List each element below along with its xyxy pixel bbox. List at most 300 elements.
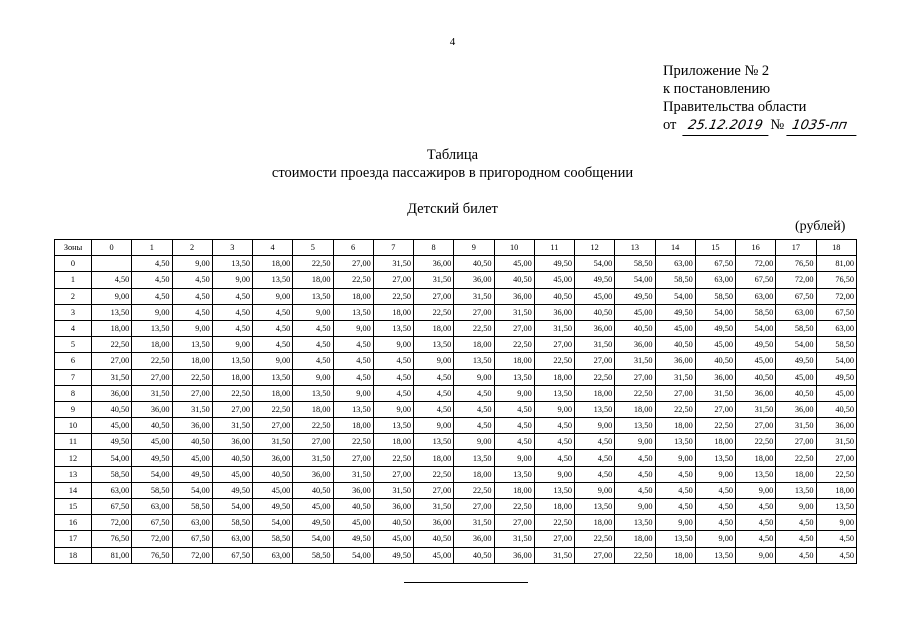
fare-cell: 9,00 bbox=[212, 337, 252, 353]
fare-cell: 49,50 bbox=[534, 256, 574, 272]
fare-cell: 31,50 bbox=[816, 434, 857, 450]
fare-cell: 4,50 bbox=[655, 499, 695, 515]
from-label: от bbox=[663, 117, 677, 133]
fare-cell: 40,50 bbox=[253, 466, 293, 482]
fare-cell: 9,00 bbox=[655, 450, 695, 466]
fare-cell: 18,00 bbox=[414, 320, 454, 336]
fare-cell: 40,50 bbox=[816, 401, 857, 417]
fare-cell: 45,00 bbox=[212, 466, 252, 482]
fare-cell: 36,00 bbox=[655, 353, 695, 369]
zone-cell: 14 bbox=[55, 482, 92, 498]
fare-cell: 9,00 bbox=[736, 547, 776, 563]
fare-cell: 67,50 bbox=[172, 531, 212, 547]
fare-cell: 22,50 bbox=[373, 288, 413, 304]
fare-cell: 13,50 bbox=[534, 385, 574, 401]
fare-cell: 36,00 bbox=[414, 256, 454, 272]
fare-cell: 9,00 bbox=[534, 401, 574, 417]
fare-cell: 63,00 bbox=[776, 304, 816, 320]
zone-cell: 2 bbox=[55, 288, 92, 304]
fare-cell: 45,00 bbox=[776, 369, 816, 385]
fare-cell: 49,50 bbox=[373, 547, 413, 563]
fare-cell: 4,50 bbox=[414, 385, 454, 401]
fare-cell: 27,00 bbox=[414, 288, 454, 304]
appendix-decree: к постановлению bbox=[663, 81, 771, 97]
fare-cell: 18,00 bbox=[333, 418, 373, 434]
fare-cell: 18,00 bbox=[695, 434, 735, 450]
fare-cell: 9,00 bbox=[695, 466, 735, 482]
fare-cell: 22,50 bbox=[172, 369, 212, 385]
fare-cell: 58,50 bbox=[172, 499, 212, 515]
fare-cell: 49,50 bbox=[816, 369, 857, 385]
fare-cell: 4,50 bbox=[615, 482, 655, 498]
fare-cell: 72,00 bbox=[132, 531, 172, 547]
fare-cell: 4,50 bbox=[92, 272, 132, 288]
fare-cell: 4,50 bbox=[776, 515, 816, 531]
fare-cell: 27,00 bbox=[615, 369, 655, 385]
fare-cell: 63,00 bbox=[132, 499, 172, 515]
table-row bbox=[55, 320, 857, 336]
fare-cell: 18,00 bbox=[373, 304, 413, 320]
column-header: 6 bbox=[333, 240, 373, 256]
fare-cell: 58,50 bbox=[816, 337, 857, 353]
fare-cell: 13,50 bbox=[293, 385, 333, 401]
zone-cell: 4 bbox=[55, 320, 92, 336]
fare-cell: 58,50 bbox=[293, 547, 333, 563]
zone-cell: 16 bbox=[55, 515, 92, 531]
fare-cell: 36,00 bbox=[615, 337, 655, 353]
zone-cell: 3 bbox=[55, 304, 92, 320]
fare-cell: 18,00 bbox=[454, 466, 494, 482]
fare-cell: 58,50 bbox=[253, 531, 293, 547]
table-row bbox=[55, 369, 857, 385]
fare-cell: 4,50 bbox=[695, 515, 735, 531]
fare-cell: 36,00 bbox=[454, 531, 494, 547]
fare-cell: 22,50 bbox=[333, 434, 373, 450]
fare-cell: 31,50 bbox=[414, 499, 454, 515]
fare-cell: 40,50 bbox=[776, 385, 816, 401]
fare-cell: 27,00 bbox=[373, 272, 413, 288]
fare-cell: 4,50 bbox=[212, 320, 252, 336]
fare-cell: 31,50 bbox=[494, 304, 534, 320]
appendix-authority: Правительства области bbox=[663, 99, 807, 115]
fare-cell: 31,50 bbox=[293, 450, 333, 466]
fare-cell: 67,50 bbox=[92, 499, 132, 515]
table-description: стоимости проезда пассажиров в пригородном сообщении bbox=[271, 165, 634, 181]
fare-cell: 40,50 bbox=[172, 434, 212, 450]
fare-cell: 45,00 bbox=[736, 353, 776, 369]
fare-cell: 13,50 bbox=[414, 434, 454, 450]
fare-cell: 67,50 bbox=[132, 515, 172, 531]
fare-cell: 36,00 bbox=[333, 482, 373, 498]
fare-cell: 9,00 bbox=[454, 434, 494, 450]
fare-cell: 9,00 bbox=[253, 353, 293, 369]
fare-cell: 9,00 bbox=[293, 369, 333, 385]
table-row bbox=[55, 482, 857, 498]
fare-cell: 18,00 bbox=[655, 418, 695, 434]
fare-cell: 22,50 bbox=[293, 418, 333, 434]
fare-cell: 4,50 bbox=[212, 288, 252, 304]
fare-cell: 4,50 bbox=[575, 434, 615, 450]
fare-cell: 49,50 bbox=[293, 515, 333, 531]
fare-cell: 49,50 bbox=[92, 434, 132, 450]
column-header: 15 bbox=[695, 240, 735, 256]
fare-cell: 9,00 bbox=[172, 256, 212, 272]
fare-cell: 4,50 bbox=[172, 272, 212, 288]
fare-cell: 22,50 bbox=[414, 304, 454, 320]
fare-cell: 9,00 bbox=[172, 320, 212, 336]
zone-cell: 17 bbox=[55, 531, 92, 547]
fare-cell: 36,00 bbox=[534, 304, 574, 320]
fare-cell: 9,00 bbox=[373, 337, 413, 353]
table-row bbox=[55, 337, 857, 353]
fare-cell: 18,00 bbox=[293, 272, 333, 288]
fare-cell: 36,00 bbox=[454, 272, 494, 288]
page-number: 4 bbox=[449, 36, 456, 48]
table-title: Таблица bbox=[426, 147, 479, 163]
fare-cell: 63,00 bbox=[253, 547, 293, 563]
fare-cell: 45,00 bbox=[414, 547, 454, 563]
fare-cell: 31,50 bbox=[333, 466, 373, 482]
fare-cell: 54,00 bbox=[253, 515, 293, 531]
fare-cell: 27,00 bbox=[293, 434, 333, 450]
fare-cell: 13,50 bbox=[454, 450, 494, 466]
fare-cell: 54,00 bbox=[816, 353, 857, 369]
fare-cell: 40,50 bbox=[575, 304, 615, 320]
fare-cell: 13,50 bbox=[132, 320, 172, 336]
fare-cell: 4,50 bbox=[333, 369, 373, 385]
fare-cell: 18,00 bbox=[494, 353, 534, 369]
fare-cell: 22,50 bbox=[494, 499, 534, 515]
fare-cell: 49,50 bbox=[253, 499, 293, 515]
fare-cell: 36,00 bbox=[776, 401, 816, 417]
fare-cell: 36,00 bbox=[132, 401, 172, 417]
fare-cell: 9,00 bbox=[695, 531, 735, 547]
fare-cell: 49,50 bbox=[736, 337, 776, 353]
fare-cell: 13,50 bbox=[615, 418, 655, 434]
fare-cell: 13,50 bbox=[575, 499, 615, 515]
fare-cell: 27,00 bbox=[534, 531, 574, 547]
table-row bbox=[55, 466, 857, 482]
fare-cell: 4,50 bbox=[373, 353, 413, 369]
fare-cell: 4,50 bbox=[172, 304, 212, 320]
table-row bbox=[55, 531, 857, 547]
fare-table bbox=[54, 239, 857, 564]
table-row bbox=[55, 515, 857, 531]
fare-cell: 22,50 bbox=[212, 385, 252, 401]
fare-cell: 63,00 bbox=[212, 531, 252, 547]
fare-cell: 9,00 bbox=[293, 304, 333, 320]
fare-cell: 4,50 bbox=[454, 385, 494, 401]
fare-cell: 45,00 bbox=[494, 256, 534, 272]
currency-unit: (рублей) bbox=[795, 219, 846, 234]
fare-cell: 4,50 bbox=[373, 369, 413, 385]
fare-cell: 9,00 bbox=[132, 304, 172, 320]
fare-cell: 18,00 bbox=[172, 353, 212, 369]
fare-cell: 13,50 bbox=[655, 531, 695, 547]
fare-cell: 22,50 bbox=[534, 353, 574, 369]
fare-cell: 27,00 bbox=[575, 547, 615, 563]
fare-cell: 9,00 bbox=[414, 353, 454, 369]
fare-cell: 76,50 bbox=[92, 531, 132, 547]
fare-cell: 13,50 bbox=[212, 256, 252, 272]
fare-cell: 9,00 bbox=[333, 320, 373, 336]
fare-cell: 45,00 bbox=[293, 499, 333, 515]
column-header: 14 bbox=[655, 240, 695, 256]
fare-cell: 27,00 bbox=[575, 353, 615, 369]
zone-cell: 7 bbox=[55, 369, 92, 385]
fare-cell: 31,50 bbox=[534, 320, 574, 336]
fare-cell: 4,50 bbox=[816, 531, 857, 547]
fare-cell: 22,50 bbox=[92, 337, 132, 353]
fare-cell: 40,50 bbox=[454, 547, 494, 563]
appendix-title: Приложение № 2 bbox=[663, 63, 770, 79]
fare-cell: 67,50 bbox=[695, 256, 735, 272]
fare-cell: 4,50 bbox=[132, 272, 172, 288]
fare-cell: 40,50 bbox=[695, 353, 735, 369]
fare-cell: 18,00 bbox=[414, 450, 454, 466]
fare-cell: 18,00 bbox=[736, 450, 776, 466]
fare-cell: 36,00 bbox=[816, 418, 857, 434]
fare-cell: 4,50 bbox=[736, 499, 776, 515]
zone-cell: 13 bbox=[55, 466, 92, 482]
fare-cell: 27,00 bbox=[494, 320, 534, 336]
fare-cell: 45,00 bbox=[534, 272, 574, 288]
table-row bbox=[55, 401, 857, 417]
fare-cell: 31,50 bbox=[373, 482, 413, 498]
fare-cell: 13,50 bbox=[454, 353, 494, 369]
fare-cell: 27,00 bbox=[534, 337, 574, 353]
fare-cell: 31,50 bbox=[92, 369, 132, 385]
fare-cell: 81,00 bbox=[816, 256, 857, 272]
fare-cell: 13,50 bbox=[494, 369, 534, 385]
fare-cell: 22,50 bbox=[816, 466, 857, 482]
fare-cell: 4,50 bbox=[494, 418, 534, 434]
column-header: 10 bbox=[494, 240, 534, 256]
fare-cell: 18,00 bbox=[92, 320, 132, 336]
zone-cell: 1 bbox=[55, 272, 92, 288]
fare-cell: 18,00 bbox=[333, 288, 373, 304]
column-header: 17 bbox=[776, 240, 816, 256]
fare-cell: 22,50 bbox=[454, 482, 494, 498]
fare-cell: 45,00 bbox=[695, 337, 735, 353]
zone-cell: 18 bbox=[55, 547, 92, 563]
fare-cell: 13,50 bbox=[776, 482, 816, 498]
fare-cell: 4,50 bbox=[534, 418, 574, 434]
fare-cell: 13,50 bbox=[655, 434, 695, 450]
fare-cell: 22,50 bbox=[414, 466, 454, 482]
fare-cell: 22,50 bbox=[736, 434, 776, 450]
fare-cell: 27,00 bbox=[414, 482, 454, 498]
zone-cell: 9 bbox=[55, 401, 92, 417]
fare-cell: 9,00 bbox=[333, 385, 373, 401]
fare-cell: 9,00 bbox=[776, 499, 816, 515]
fare-cell: 4,50 bbox=[373, 385, 413, 401]
fare-cell: 36,00 bbox=[253, 450, 293, 466]
column-header: 8 bbox=[414, 240, 454, 256]
fare-cell: 27,00 bbox=[373, 466, 413, 482]
fare-cell: 72,00 bbox=[776, 272, 816, 288]
fare-cell: 40,50 bbox=[454, 256, 494, 272]
fare-cell: 54,00 bbox=[333, 547, 373, 563]
fare-cell: 45,00 bbox=[132, 434, 172, 450]
fare-cell: 9,00 bbox=[494, 450, 534, 466]
fare-cell: 67,50 bbox=[816, 304, 857, 320]
fare-cell: 4,50 bbox=[414, 401, 454, 417]
fare-cell: 31,50 bbox=[454, 288, 494, 304]
fare-cell: 36,00 bbox=[212, 434, 252, 450]
table-row bbox=[55, 304, 857, 320]
fare-cell: 13,50 bbox=[695, 547, 735, 563]
fare-cell: 9,00 bbox=[655, 515, 695, 531]
fare-cell: 58,50 bbox=[132, 482, 172, 498]
fare-cell: 13,50 bbox=[575, 401, 615, 417]
fare-cell: 18,00 bbox=[373, 434, 413, 450]
fare-cell: 18,00 bbox=[655, 547, 695, 563]
fare-cell: 22,50 bbox=[655, 401, 695, 417]
column-header: 13 bbox=[615, 240, 655, 256]
fare-cell: 13,50 bbox=[615, 515, 655, 531]
fare-cell: 4,50 bbox=[333, 337, 373, 353]
fare-cell: 13,50 bbox=[333, 304, 373, 320]
fare-cell: 9,00 bbox=[615, 499, 655, 515]
fare-cell: 22,50 bbox=[615, 385, 655, 401]
appendix-header bbox=[663, 62, 858, 136]
fare-cell: 4,50 bbox=[212, 304, 252, 320]
fare-cell: 58,50 bbox=[615, 256, 655, 272]
fare-cell: 9,00 bbox=[212, 272, 252, 288]
fare-cell: 31,50 bbox=[575, 337, 615, 353]
fare-cell: 40,50 bbox=[736, 369, 776, 385]
fare-cell: 45,00 bbox=[253, 482, 293, 498]
fare-cell: 4,50 bbox=[293, 353, 333, 369]
fare-cell: 54,00 bbox=[776, 337, 816, 353]
fare-cell: 27,00 bbox=[172, 385, 212, 401]
fare-cell: 4,50 bbox=[132, 288, 172, 304]
fare-cell: 31,50 bbox=[695, 385, 735, 401]
fare-cell: 13,50 bbox=[172, 337, 212, 353]
fare-cell: 4,50 bbox=[575, 466, 615, 482]
fare-cell: 31,50 bbox=[655, 369, 695, 385]
fare-cell: 40,50 bbox=[534, 288, 574, 304]
table-row bbox=[55, 288, 857, 304]
fare-cell: 54,00 bbox=[212, 499, 252, 515]
fare-cell: 63,00 bbox=[172, 515, 212, 531]
fare-cell: 4,50 bbox=[575, 450, 615, 466]
fare-cell: 45,00 bbox=[333, 515, 373, 531]
fare-cell: 18,00 bbox=[816, 482, 857, 498]
fare-cell: 63,00 bbox=[655, 256, 695, 272]
fare-cell: 18,00 bbox=[534, 369, 574, 385]
fare-cell: 4,50 bbox=[776, 531, 816, 547]
fare-cell: 45,00 bbox=[92, 418, 132, 434]
fare-cell: 22,50 bbox=[534, 515, 574, 531]
fare-cell: 13,50 bbox=[253, 272, 293, 288]
fare-cell: 13,50 bbox=[736, 466, 776, 482]
fare-cell: 4,50 bbox=[494, 434, 534, 450]
fare-cell: 22,50 bbox=[776, 450, 816, 466]
fare-cell: 9,00 bbox=[575, 418, 615, 434]
fare-cell: 36,00 bbox=[414, 515, 454, 531]
zones-header: Зоны bbox=[55, 240, 92, 256]
fare-cell: 49,50 bbox=[695, 320, 735, 336]
fare-cell: 9,00 bbox=[414, 418, 454, 434]
fare-cell: 9,00 bbox=[373, 401, 413, 417]
fare-cell: 54,00 bbox=[132, 466, 172, 482]
fare-cell: 27,00 bbox=[454, 499, 494, 515]
column-header: 4 bbox=[253, 240, 293, 256]
table-row bbox=[55, 450, 857, 466]
table-row bbox=[55, 418, 857, 434]
fare-cell: 4,50 bbox=[253, 304, 293, 320]
fare-cell: 54,00 bbox=[655, 288, 695, 304]
fare-cell: 13,50 bbox=[212, 353, 252, 369]
fare-cell: 9,00 bbox=[816, 515, 857, 531]
fare-cell: 63,00 bbox=[816, 320, 857, 336]
fare-cell: 49,50 bbox=[132, 450, 172, 466]
fare-cell: 18,00 bbox=[253, 385, 293, 401]
fare-cell: 49,50 bbox=[172, 466, 212, 482]
fare-cell: 18,00 bbox=[212, 369, 252, 385]
fare-cell: 4,50 bbox=[736, 515, 776, 531]
column-header: 0 bbox=[92, 240, 132, 256]
fare-cell: 31,50 bbox=[736, 401, 776, 417]
fare-cell: 4,50 bbox=[414, 369, 454, 385]
fare-cell: 4,50 bbox=[534, 450, 574, 466]
fare-cell: 49,50 bbox=[615, 288, 655, 304]
fare-cell: 4,50 bbox=[736, 531, 776, 547]
fare-cell: 22,50 bbox=[494, 337, 534, 353]
fare-cell bbox=[92, 256, 132, 272]
column-header: 11 bbox=[534, 240, 574, 256]
fare-cell: 27,00 bbox=[253, 418, 293, 434]
fare-cell: 36,00 bbox=[92, 385, 132, 401]
zone-cell: 5 bbox=[55, 337, 92, 353]
fare-cell: 63,00 bbox=[92, 482, 132, 498]
fare-cell: 22,50 bbox=[253, 401, 293, 417]
fare-cell: 13,50 bbox=[534, 482, 574, 498]
fare-cell: 22,50 bbox=[293, 256, 333, 272]
column-header: 12 bbox=[575, 240, 615, 256]
fare-cell: 9,00 bbox=[575, 482, 615, 498]
fare-cell: 22,50 bbox=[695, 418, 735, 434]
fare-cell: 27,00 bbox=[92, 353, 132, 369]
fare-cell: 40,50 bbox=[655, 337, 695, 353]
fare-cell: 4,50 bbox=[293, 337, 333, 353]
fare-cell: 40,50 bbox=[92, 401, 132, 417]
fare-cell: 27,00 bbox=[454, 304, 494, 320]
fare-cell: 49,50 bbox=[776, 353, 816, 369]
fare-cell: 72,00 bbox=[92, 515, 132, 531]
fare-cell: 63,00 bbox=[695, 272, 735, 288]
fare-cell: 4,50 bbox=[534, 434, 574, 450]
fare-cell: 27,00 bbox=[776, 434, 816, 450]
fare-cell: 4,50 bbox=[615, 466, 655, 482]
fare-cell: 45,00 bbox=[816, 385, 857, 401]
fare-cell: 76,50 bbox=[776, 256, 816, 272]
fare-cell: 4,50 bbox=[615, 450, 655, 466]
fare-cell: 58,50 bbox=[695, 288, 735, 304]
fare-cell: 45,00 bbox=[655, 320, 695, 336]
table-row bbox=[55, 256, 857, 272]
fare-cell: 36,00 bbox=[373, 499, 413, 515]
fare-cell: 58,50 bbox=[655, 272, 695, 288]
fare-cell: 31,50 bbox=[132, 385, 172, 401]
fare-cell: 76,50 bbox=[816, 272, 857, 288]
fare-cell: 4,50 bbox=[655, 482, 695, 498]
fare-cell: 4,50 bbox=[454, 401, 494, 417]
column-header: 9 bbox=[454, 240, 494, 256]
fare-cell: 9,00 bbox=[494, 385, 534, 401]
